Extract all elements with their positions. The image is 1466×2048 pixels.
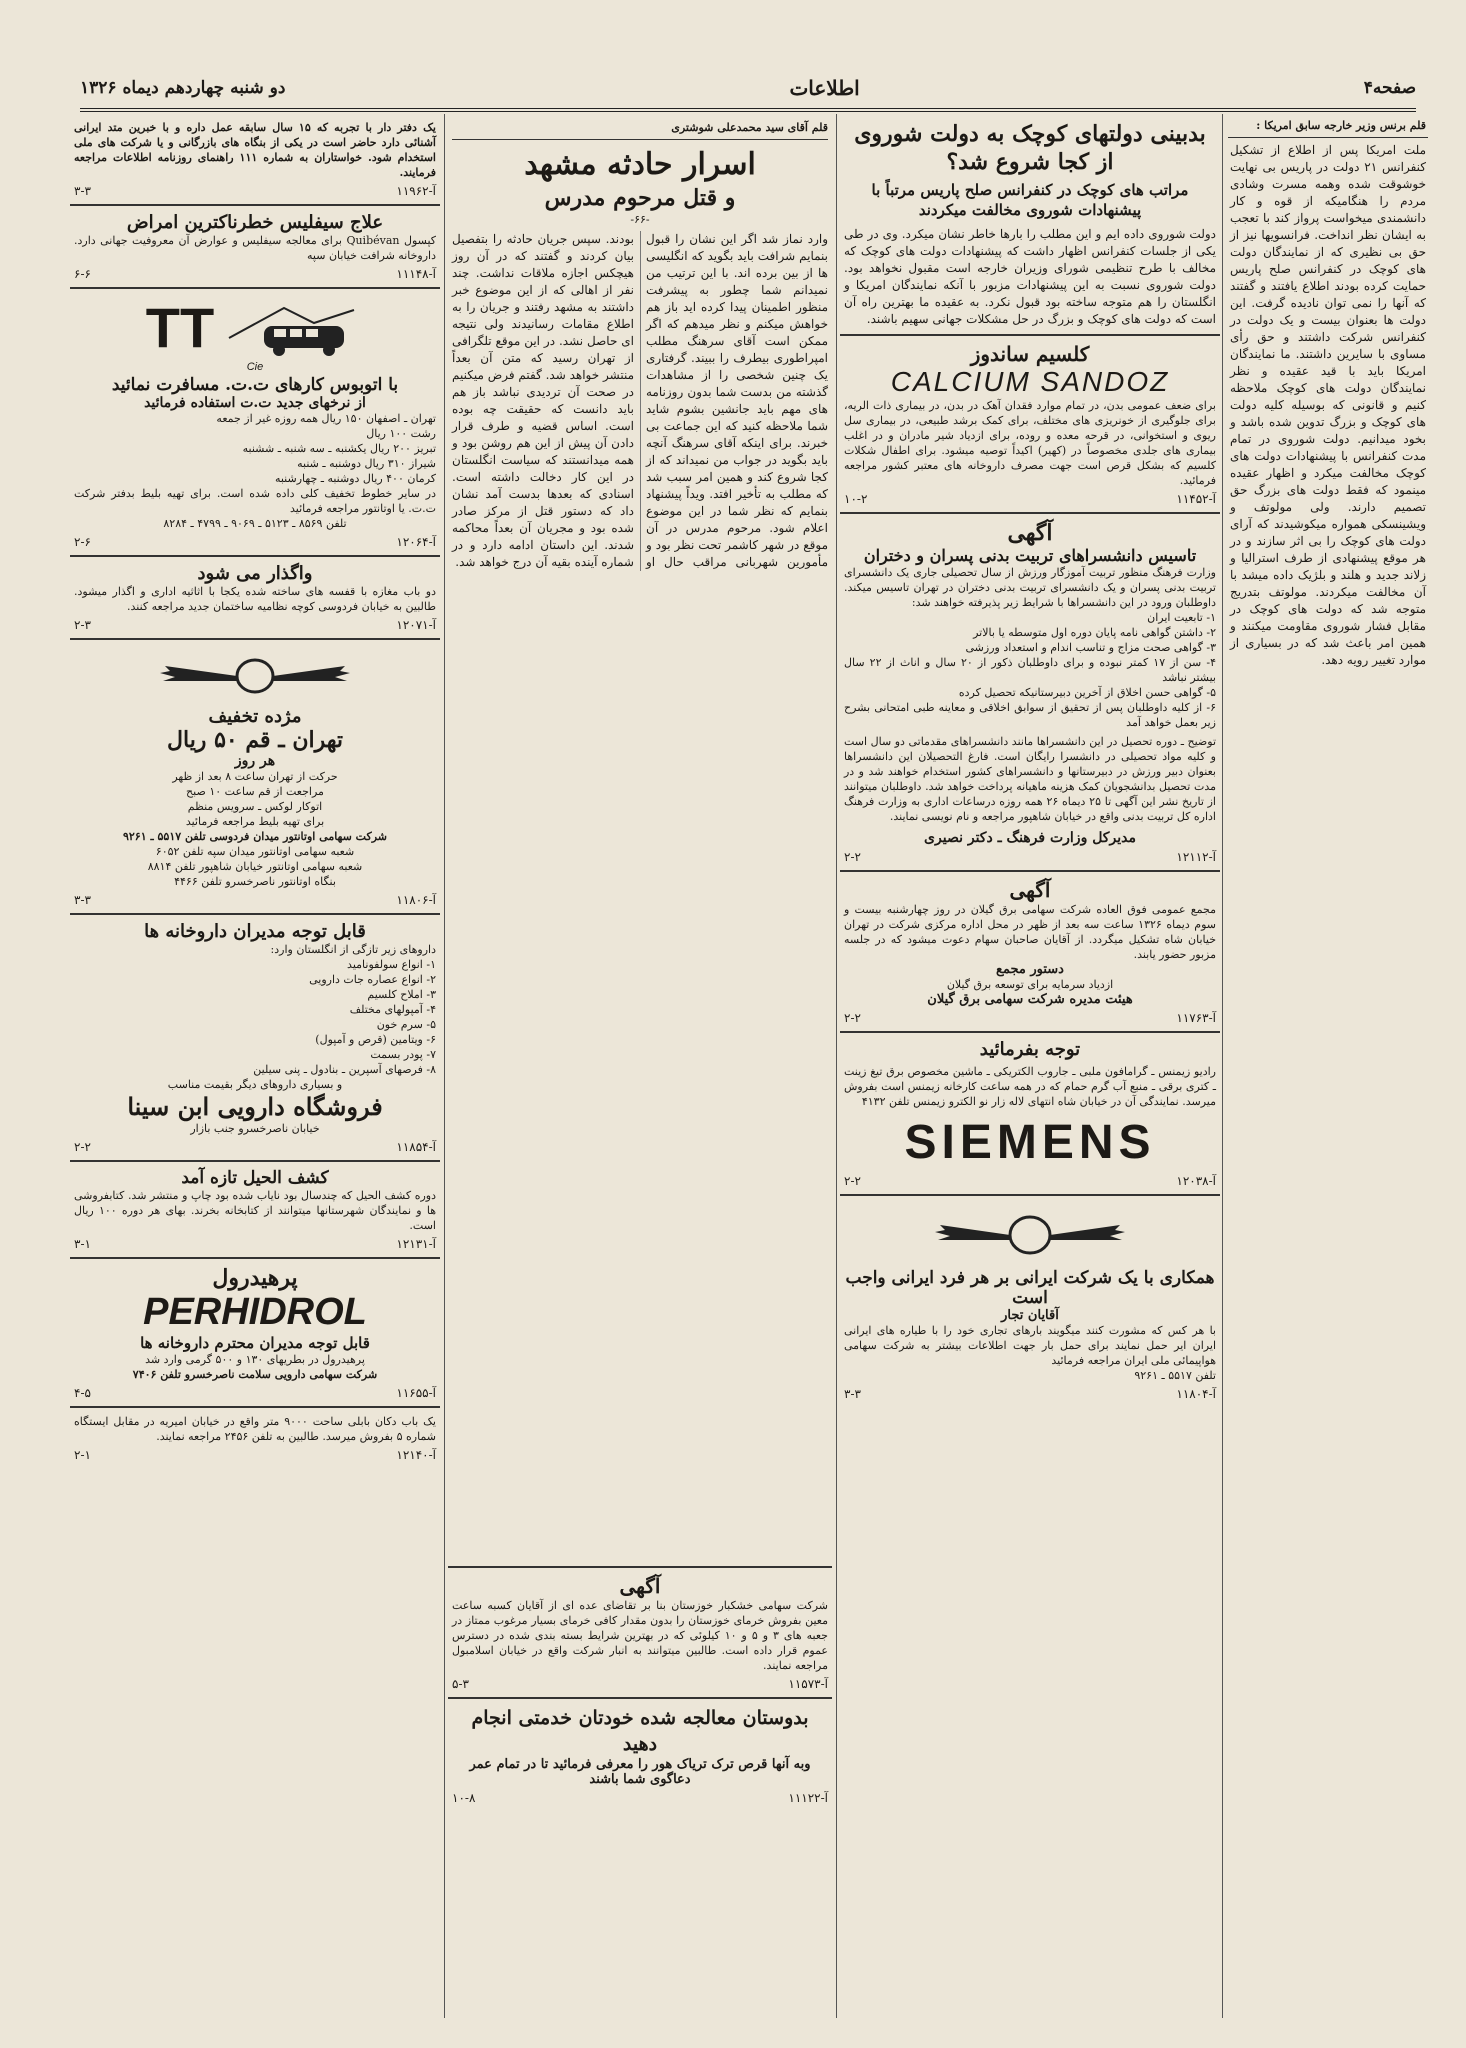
ad-kashf (70, 1162, 440, 1259)
ad-perhydrol (70, 1259, 440, 1408)
ad-code: آ-۱۱۱۴۸ (396, 267, 436, 281)
ad-fare-discount (70, 640, 440, 915)
condition-item: ۳- گواهی صحت مزاج و تناسب اندام و استعداد ورزشی (965, 641, 1216, 654)
route-item: تبریز ۲۰۰ ریال یکشنبه ـ سه شنبه ـ ششنبه (242, 442, 436, 455)
ad-shop-title: فروشگاه دارویی ابن سینا (127, 1092, 383, 1121)
notice-code-row (452, 1673, 828, 1691)
ad-code-secondary: ۱۰-۲ (844, 492, 868, 506)
ad-code: آ-۱۱۹۶۲ (396, 184, 436, 198)
notice-body: مجمع عمومی فوق العاده شرکت سهامی برق گیلان در روز چهارشنبه بیست و سوم دیماه ۱۳۲۶ ساعت سه بعد از ظهر در محل اداره مرکزی شرکت در تهران خیابان شاه تشکیل میگردد. از آقایان صاحبان سهام دعوت میشود که در جلسه مزبور حضور یابند. (844, 903, 1216, 961)
ad-code-row (74, 1233, 436, 1251)
notice-title: آگهی (1007, 520, 1053, 546)
winged-logo-icon (930, 1210, 1130, 1260)
ad-brand: SIEMENS (904, 1116, 1156, 1169)
ad-code-secondary: ۲-۳ (74, 618, 91, 632)
article-byline: قلم برنس وزیر خارجه سابق امریکا : (1228, 114, 1428, 138)
column-3 (448, 114, 832, 2018)
ad-pharmacy (70, 915, 440, 1162)
pharmacy-item: ۷- پودر بسمت (370, 1048, 436, 1061)
ad-text: پرهیدرول در بطریهای ۱۳۰ و ۵۰۰ گرمی وارد شد (145, 1353, 365, 1366)
ad-code: آ-۱۲۰۶۴ (396, 535, 436, 549)
ad-code-secondary: ۳-۳ (74, 184, 91, 198)
winged-logo-icon (155, 654, 355, 698)
ad-code: آ-۱۲۱۳۱ (396, 1237, 436, 1251)
column-4 (70, 114, 440, 2018)
article-body: وارد نماز شد اگر این نشان را قبول بنمایم شرافت باید بگوید که انگلیسی ها از بین برده اند. با این ترتیب من نمیدانم شما چطور به پیشرفت منظور اطمینان پیدا کرده اید باز هم خواهش میکنم و نظر میدهم که اگر ممکن است آقای سرهنگ مطلب امپراطوری بیطرف را ببیند. گرفتاری یک چنین شخصی را از مشاهدات گذشته من بدست شما بدون روزنامه های مهم باید جانشین بشوم شاید شما ملاحظه کنید که این جماعت بی خبرند. برای اینکه آقای سرهنگ آنچه باید بگوید در جواب من نمیداند که از کجا شروع کند و همین امر سبب شد که مطلب به تأخیر افتد. ویداً پیشنهاد بنمایم که نظر شما در این موضوع اعلام شود. مرحوم مدرس در آن موقع در شهر کاشمر تحت نظر بود و مأمورین شهربانی مراقب حال او بودند. سپس جریان حادثه را بتفصیل بیان کردند و گفتند که در آن روز هیچکس اجازه ملاقات نداشت. چند نفر از اهالی که از این موضوع خبر داشتند به مشهد رفتند و جریان را به اطلاع مقامات رسانیدند ولی نتیجه ای حاصل نشد. در این موقع تلگرافی از تهران رسید که متن آن بعداً منتشر خواهد شد. گفتم فرض میکنیم در صحت آن تردیدی نباشد باز هم باید دانست که حقیقت چه بوده است. اساس قضیه و طرف قرار دادن آن پیش از این هم روشن بود و همه میدانستند که سیاست انگلستان در این کار دخالت داشته است. اسنادی که بعدها بدست آمد نشان داد که دستور قتل از مرکز صادر شده بود و مجریان آن بعداً محاکمه شدند. این داستان ادامه دارد و در شماره آینده بقیه آن درج خواهد شد. (452, 232, 828, 569)
detail-item: مراجعت از قم ساعت ۱۰ صبح (186, 785, 324, 798)
ad-code: آ-۱۱۴۵۲ (1176, 492, 1216, 506)
ad-text: رادیو زیمنس ـ گرامافون ملبی ـ جاروب الکتریکی ـ ماشین مخصوص برق تیغ زینت ـ کتری برقی ـ منبع آب گرم حمام که در همه ساعت کارخانه زیمنس است بفروش میرسد. نمایندگی آن در خیابان شاه انتهای لاله زار نو الکترو زیمنس تلفن ۴۱۳۲ (844, 1065, 1216, 1108)
ad-company: شرکت سهامی اوتانتور میدان فردوسی تلفن ۵۵۱۷ ـ ۹۲۶۱ (122, 830, 387, 843)
condition-item: ۴- سن از ۱۷ کمتر نبوده و برای داوطلبان ذکور از ۲۰ سال و اناث از ۲۲ سال بیشتر نباشد (844, 656, 1216, 684)
ad-phone: تلفن ۵۵۱۷ ـ ۹۲۶۱ (1134, 1369, 1216, 1382)
notice-code: آ-۱۱۷۶۳ (1176, 1011, 1216, 1025)
ad-title: پرهیدرول (212, 1265, 298, 1291)
ad-code-row (74, 614, 436, 632)
article-burns (840, 114, 1220, 336)
ad-text: دو باب مغازه با قفسه های ساخته شده یکجا با اثاثیه اداری و اگذار میشود. طالبین به خیابان فردوسی کوچه نظامیه ساختمان جدید مراجعه کنند. (74, 585, 436, 613)
ad-title: بدوستان معالجه شده خودتان خدمتی انجام دهید (471, 1707, 809, 1755)
ad-code-secondary: ۲-۶ (74, 535, 91, 549)
page-date: دو شنبه چهاردهم دیماه ۱۳۲۶ (80, 78, 286, 98)
ad-tt-bus (70, 289, 440, 557)
ad-code-row (74, 889, 436, 907)
ad-title: با اتوبوس کارهای ت.ت. مسافرت نمائید (111, 375, 399, 395)
ad-text: یک دفتر دار با تجربه که ۱۵ سال سابقه عمل داره و با خبرین متد ایرانی آشنائی دارد حاضر است در یکی از بنگاه های بازرگانی و یا شرکت های ملی استخدام شود. خواستاران به شماره ۱۱۱ راهنمای روزنامه اطلاعات مراجعه فرمایند. (74, 121, 436, 179)
pharmacy-item: ۸- فرصهای آسپرین ـ بنادول ـ پنی سیلین (253, 1063, 436, 1076)
ad-calcium-sandoz (840, 336, 1220, 514)
ad-items (74, 957, 436, 1077)
ad-code-row (452, 1787, 828, 1805)
condition-item: ۲- داشتن گواهی نامه پایان دوره اول متوسطه یا بالاتر (973, 626, 1216, 639)
ad-branches (74, 844, 436, 889)
ad-text: برای ضعف عمومی بدن، در تمام موارد فقدان آهک در بدن، در بیماری ذات الریه، برای جلوگیری از خونریزی های مختلف، برای کمک برشد طبیعی، در بیماری سل ریوی و استخوانی، در قرحه معده و روده، برای ازدیاد شیر مادران و در اغلب بیماری های جلدی مخصوصاً در (کهیر) اکیداً توصیه میشود. برای اطفال شکلات کلسیم که بشکل قرص است جهت مصرف داروخانه های معتبر کشور مراجعه فرمائید. (844, 399, 1216, 487)
ad-note: و بسیاری داروهای دیگر بقیمت مناسب (167, 1078, 343, 1091)
ad-subtitle: قابل توجه مدیران محترم داروخانه ها (140, 1334, 370, 1352)
notice-body: شرکت سهامی خشکبار خوزستان بنا بر تقاضای عده ای از آقایان کسبه ساعت معین بفروش خرمای خوزستان را بدون مقدار کافی خرمای بسیار مرغوب ممتاز در جعبه های ۳ و ۵ و ۱۰ کیلوئی که در بهترین شرایط بسته بندی شده در دسترس عموم قرار داده است. طالبین میتوانند به انبار شرکت واقع در خیابان اسلامبول مراجعه نمایند. (452, 1599, 828, 1672)
column-2 (840, 114, 1220, 2018)
ad-code-secondary: ۶-۶ (74, 267, 91, 281)
notice-agenda: ازدیاد سرمایه برای توسعه برق گیلان (946, 978, 1114, 991)
ad-company: شرکت سهامی دارویی سلامت ناصرخسرو تلفن ۷۴۰۶ (132, 1368, 378, 1381)
tt-logo-text: TT (145, 296, 215, 359)
ad-routes (74, 411, 436, 486)
ad-title: مژده تخفیف (208, 706, 302, 727)
ad-code-secondary: ۲-۲ (844, 1174, 861, 1188)
notice-code-secondary: ۲-۲ (844, 1011, 861, 1025)
ad-subtitle: آقایان تجار (1001, 1308, 1059, 1323)
ad-code: آ-۱۱۸۰۶ (396, 893, 436, 907)
ad-title: توجه بفرمائید (979, 1039, 1081, 1060)
ad-title: کلسیم ساندوز (970, 342, 1090, 366)
pharmacy-item: ۴- آمپولهای مختلف (349, 1003, 436, 1016)
notice-body: توضیح ـ دوره تحصیل در این دانشسراها مانند دانشسراهای مقدماتی دو سال است و کلیه مواد تحصیلی در دانشسرا رایگان است. فارغ التحصیلان این دانشسراها بعنوان دبیر ورزش در دبیرستانها و دانشسراهای کشور استخدام خواهند شد و در مدت تحصیل بدانشجویان کمک هزینه ماهیانه پرداخت خواهد شد. داوطلبان میتوانند از تاریخ نشر این آگهی تا ۲۵ دیماه ۲۶ همه روزه درساعات اداری به وزارت فرهنگ اداره کل تربیت بدنی واقع در خیابان شاهپور مراجعه و نام نویسی نمایند. (844, 735, 1216, 823)
notice-agenda-title: دستور مجمع (996, 962, 1064, 977)
ad-office-clerk (70, 114, 440, 206)
ad-text: کپسول Quibévan برای معالجه سیفلیس و عوارض آن معروفیت جهانی دارد. داروخانه شرافت خیابان سپه (74, 234, 436, 262)
ad-text: یک باب دکان بابلی ساحت ۹۰۰۰ متر واقع در خیابان امیریه در مقابل ایستگاه شماره ۵ بفروش میرسد. طالبین به تلفن ۲۴۵۶ مراجعه نمایند. (74, 1415, 436, 1443)
article-body: دولت شوروی داده ایم و این مطلب را بارها خاطر نشان میکرد. وی در طی یکی از جلسات کنفرانس اظهار داشت که پیشنهادات دولت های کوچک که مخالف با طرح تنظیمی شورای وزیران خارجه است مقبول نخواهد بود. دولت شوروی نسبت به این پیشنهادات مزبور با آنکه نمایندگان امریکا و انگلستان را هم متوجه ساخته بود قبول نکرد. به عقیده ما بهترین راه آن است که دولت های کوچک و بزرگ در حل مشکلات جهانی سهیم باشند. (844, 227, 1216, 326)
paper-name: اطلاعات (789, 76, 860, 100)
column-rule (1222, 114, 1223, 2018)
notice-education (840, 514, 1220, 872)
ad-airline (840, 1196, 1220, 1407)
ad-code-row (74, 263, 436, 281)
route-item: شیراز ۳۱۰ ریال دوشنبه ـ شنبه (297, 457, 436, 470)
ad-code: آ-۱۱۱۲۲ (788, 1791, 828, 1805)
ad-code-row (74, 1444, 436, 1462)
ad-subtitle: از نرخهای جدید ت.ت استفاده فرمائید (144, 395, 366, 411)
article-headline: اسرار حادثه مشهد (524, 147, 756, 182)
ad-phones: تلفن ۸۵۶۹ ـ ۵۱۲۳ ـ ۹۰۶۹ ـ ۴۷۹۹ ـ ۸۲۸۴ (163, 517, 347, 530)
ad-title: همکاری با یک شرکت ایرانی بر هر فرد ایرانی واجب است (845, 1268, 1215, 1308)
ad-daily: هر روز (234, 753, 276, 769)
pharmacy-item: ۵- سرم خون (376, 1018, 436, 1031)
detail-item: حرکت از تهران ساعت ۸ بعد از ظهر (172, 770, 338, 783)
ad-title: علاج سیفلیس خطرناکترین امراض (126, 212, 384, 233)
condition-item: ۶- از کلیه داوطلبان پس از تحقیق از سوابق اخلاقی و معاینه طبی امتحانی بشرح زیر بعمل خواهد آمد (844, 701, 1216, 729)
pharmacy-item: ۱- انواع سولفونامید (347, 958, 436, 971)
ad-code-secondary: ۲-۱ (74, 1448, 91, 1462)
pharmacy-item: ۶- ویتامین (قرص و آمپول) (315, 1033, 436, 1046)
notice-title: آگهی (1009, 878, 1051, 902)
masthead (80, 68, 1416, 112)
ad-code: آ-۱۲۰۷۱ (396, 618, 436, 632)
ad-code-secondary: ۳-۳ (74, 893, 91, 907)
ad-code-row (844, 1383, 1216, 1401)
ad-code-secondary: ۳-۳ (844, 1387, 861, 1401)
detail-item: برای تهیه بلیط مراجعه فرمائید (185, 815, 325, 828)
ad-syphilis (70, 206, 440, 289)
ad-code-row (844, 1170, 1216, 1188)
ad-title: واگذار می شود (197, 563, 313, 584)
article-body: ملت امریکا پس از اطلاع از تشکیل کنفرانس ۲۱ دولت در پاریس بی نهایت خوشوقت شده وهمه مسرت وشادی مردم را هنگامیکه از قوه و کار دانشمندی میخواست پرواز کند با تعجب به ایشان نظر انداخت. فرانسویها نیز از حق بی نظیری که از نمایندگان دولت های کوچک در کنفرانس صلح پاریس حمایت کرده بودند اطلاع یافتند و گفتند که آنها را نمی توان نادیده گرفت. این دولت ها بعنوان بیست و یک دولت در کنفرانس شرکت داشتند و حق رأی مساوی با سایرین داشتند. ما نمایندگان امریکا باید با قید عقیده و نظر نمایندگان دولت های کوچک ملاحظه کنیم و قانونی که بوسیله کلیه دولت های کوچک و بزرگ تدوین شده باشد و بخود میدانیم. دولت شوروی در تمام مدت کنفرانس با پیشنهادات دولت های کوچک مخالفت میکرد و اظهار عقیده مینمود که فقط دولت های بزرگ حق تصمیم دارند. ولی مولوتف و ویشینسکی همواره میکوشیدند که آرای دولت های کوچک را بی اثر سازند و در هر موقع پیشنهادی از طرف استرالیا و زلاند جدید و هلند و بلژیک داده میشد با آن مخالفت میکردند. مولوتف بتدریج متوجه شد که دولت های کوچک در مقابل فشار شوروی مقاومت میکنند و همین امر باعث شد که در بسیاری از موارد تغییر رویه دهد. (1230, 143, 1426, 667)
route-item: رشت ۱۰۰ ریال (366, 427, 436, 440)
ad-code-secondary: ۲-۲ (74, 1140, 91, 1154)
ad-title: قابل توجه مدیران داروخانه ها (144, 921, 366, 942)
article-subheadline: مراتب های کوچک در کنفرانس صلح پاریس مرتباً با پیشنهادات شوروی مخالفت میکردند (871, 181, 1189, 219)
ad-code: آ-۱۲۱۴۰ (396, 1448, 436, 1462)
notice-code-row (844, 846, 1216, 864)
tt-logo (74, 295, 436, 360)
ad-siemens (840, 1033, 1220, 1196)
ad-body: وبه آنها قرص ترک تریاک هور را معرفی فرمائید تا در تمام عمر دعاگوی شما باشند (469, 1757, 811, 1787)
notice-signature: هیئت مدیره شرکت سهامی برق گیلان (927, 992, 1133, 1007)
ad-code-secondary: ۴-۵ (74, 1386, 91, 1400)
ad-code-row (74, 1136, 436, 1154)
article-byline: قلم آقای سید محمدعلی شوشتری (452, 120, 828, 140)
ad-code-row (844, 488, 1216, 506)
notice-khuzestan (448, 1568, 832, 1699)
ad-code-secondary: ۳-۱ (74, 1237, 91, 1251)
ad-shop-sale (70, 1408, 440, 1468)
condition-item: ۱- تابعیت ایران (1147, 611, 1216, 624)
notice-gilan (840, 872, 1220, 1033)
notice-subtitle: تاسیس دانشسراهای تربیت بدنی پسران و دختران (863, 546, 1197, 565)
ad-title-latin: CALCIUM SANDOZ (890, 366, 1170, 397)
ad-code-row (74, 531, 436, 549)
tt-logo-sub: Cie (246, 361, 264, 373)
notice-code-secondary: ۲-۲ (844, 850, 861, 864)
ad-title: کشف الحیل تازه آمد (181, 1168, 329, 1188)
notice-signature: مدیرکل وزارت فرهنگ ـ دکتر نصیری (924, 830, 1136, 846)
ad-code-secondary: ۱۰-۸ (452, 1791, 476, 1805)
page-number: صفحه۴ (1363, 78, 1416, 98)
ad-body: با هر کس که مشورت کنند میگویند بارهای تجاری خود را با طیاره های ایرانی ایران ایر حمل نمایند برای حمل بار جهت اطلاعات بیشتر به شرکت سهامی هواپیمائی ملی ایران مراجعه فرمائید (844, 1324, 1216, 1367)
column-rule (836, 114, 837, 2018)
notice-code: آ-۱۲۱۱۲ (1176, 850, 1216, 864)
notice-code: آ-۱۱۵۷۳ (788, 1677, 828, 1691)
notice-conditions (844, 610, 1216, 730)
ad-opium (448, 1699, 832, 1811)
branch-item: شعبه سهامی اوتانتور خیابان شاهپور تلفن ۸۸۱۴ (147, 860, 363, 873)
route-item: کرمان ۴۰۰ ریال دوشنبه ـ چهارشنبه (274, 472, 436, 485)
article-headline: بدبینی دولتهای کوچک به دولت شوروی از کجا شروع شد؟ (854, 121, 1206, 175)
ad-text: دوره کشف الحیل که چندسال بود نایاب شده بود چاپ و منتشر شد. کتابفروشی ها و نمایندگان شهرستانها میتوانند از کتابخانه بخرند. بهای هر دوره ۱۰۰ ریال است. (74, 1189, 436, 1232)
ad-code: آ-۱۱۶۵۵ (396, 1386, 436, 1400)
detail-item: اتوکار لوکس ـ سرویس منظم (187, 800, 323, 813)
bus-icon (224, 298, 364, 358)
ad-transfer (70, 557, 440, 640)
ad-route: تهران ـ قم ۵۰ ریال (167, 727, 343, 753)
article-subheadline: و قتل مرحوم مدرس (544, 185, 736, 211)
ad-intro: داروهای زیر تازگی از انگلستان وارد: (270, 943, 436, 956)
ad-code-row (74, 180, 436, 198)
notice-intro: وزارت فرهنگ منظور تربیت آموزگار ورزش از سال تحصیلی جاری یک دانشسرای تربیت بدنی پسران و یک دانشسرای تربیت بدنی دختران در تهران تاسیس میکند. داوطلبان ورود در این دانشسراها با شرایط زیر پذیرفته خواهند شد: (844, 566, 1216, 609)
ad-code-row (74, 1382, 436, 1400)
branch-item: بنگاه اوتانتور ناصرخسرو تلفن ۴۴۶۶ (174, 875, 336, 888)
ad-title-latin: PERHIDROL (143, 1291, 367, 1333)
condition-item: ۵- گواهی حسن اخلاق از آخرین دبیرستانیکه تحصیل کرده (958, 686, 1216, 699)
pharmacy-item: ۳- املاح کلسیم (367, 988, 436, 1001)
ad-details (74, 769, 436, 829)
notice-code-secondary: ۵-۳ (452, 1677, 469, 1691)
pharmacy-item: ۲- انواع عصاره جات دارویی (309, 973, 436, 986)
branch-item: شعبه سهامی اوتانتور میدان سپه تلفن ۶۰۵۲ (155, 845, 355, 858)
notice-code-row (844, 1007, 1216, 1025)
column-rule (444, 114, 445, 2018)
column-1 (1228, 114, 1428, 2018)
ad-code: آ-۱۲۰۳۸ (1176, 1174, 1216, 1188)
article-mashhad (448, 114, 832, 1568)
ad-note: در سایر خطوط تخفیف کلی داده شده است. برای تهیه بلیط بدفتر شرکت ت.ت. یا اوتانتور مراجعه فرمائید (74, 487, 436, 515)
route-item: تهران ـ اصفهان ۱۵۰ ریال همه روزه غیر از جمعه (216, 412, 436, 425)
article-serial: -۶۶- (630, 213, 650, 226)
ad-code: آ-۱۱۸۵۴ (396, 1140, 436, 1154)
ad-code: آ-۱۱۸۰۴ (1176, 1387, 1216, 1401)
notice-title: آگهی (619, 1574, 661, 1598)
ad-address: خیابان ناصرخسرو جنب بازار (190, 1122, 320, 1135)
